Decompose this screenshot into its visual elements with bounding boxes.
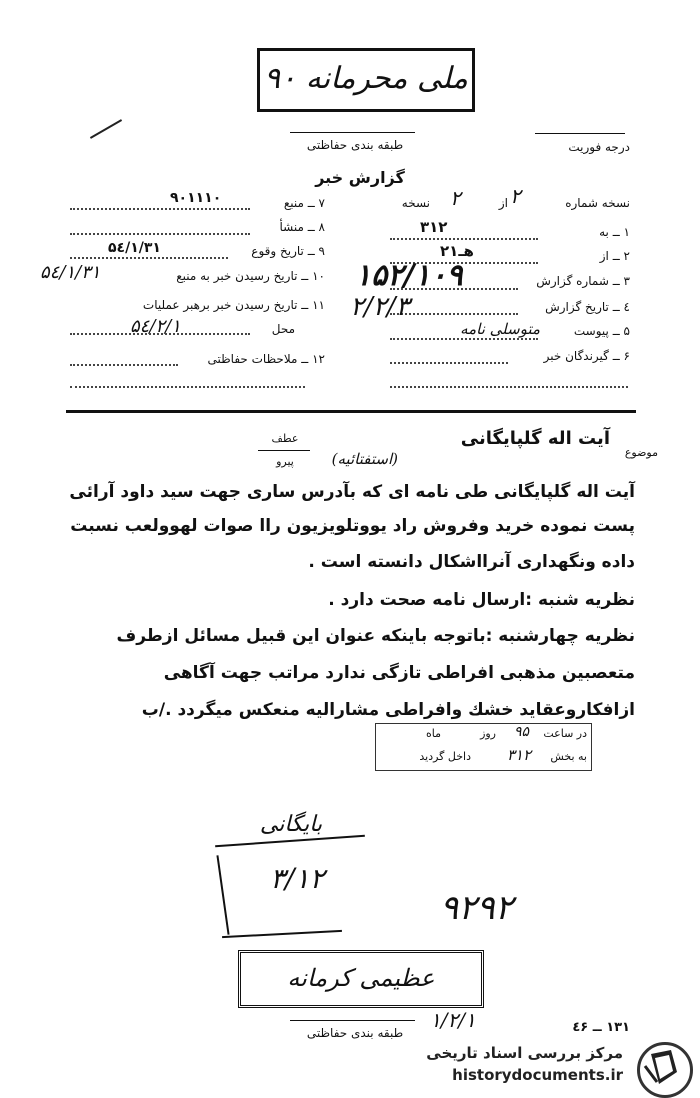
row6-line-2 xyxy=(390,386,628,388)
row1-line xyxy=(390,238,538,240)
divider xyxy=(290,132,415,133)
handwritten-bracket xyxy=(216,855,229,934)
received-line1-month: ماه xyxy=(425,727,441,740)
row3-label: ۳ ــ شماره گزارش xyxy=(536,274,630,288)
atf-label: عطف xyxy=(271,432,299,445)
copy-number-label: نسخه شماره xyxy=(565,196,630,210)
body-line-2: پست نموده خرید وفروش راد یووتلویزیون راا صوات لهوولعب نسبت xyxy=(70,516,635,536)
body-line-3: داده ونگهداری آنرااشکال دانسته است . xyxy=(308,552,635,572)
body-line-6: متعصبین مذهبی افراطی تازگی ندارد مراتب جهت آگاهی xyxy=(163,663,635,683)
received-line1-value: ۹۵ xyxy=(513,724,529,740)
classification-stamp xyxy=(257,48,475,112)
received-line2-prefix: به بخش xyxy=(550,750,587,763)
name-stamp-text: عظیمی کرمانه xyxy=(287,964,435,992)
row8-line xyxy=(70,233,250,235)
row2-value: ۲هـ۱ xyxy=(440,242,474,260)
row4-value: ۲/۲/۳ xyxy=(350,292,410,322)
classification-stamp-text: ملی محرمانه ۹۰ xyxy=(264,61,468,96)
row8-label: ۸ ــ منشأ xyxy=(279,220,325,234)
row12-line xyxy=(70,364,178,366)
footer-divider xyxy=(290,1020,415,1021)
copy-total-value: ۲ xyxy=(450,186,461,210)
form-code: ۱۳۱ ــ ٤۶ xyxy=(572,1020,630,1035)
watermark-title: مرکز بررسی اسناد تاریخی xyxy=(426,1044,623,1062)
row2-label: ۲ ــ از xyxy=(599,249,630,263)
watermark xyxy=(405,1040,695,1096)
row9-value: ۵٤/۱/۳۱ xyxy=(108,240,161,256)
row12-line-2 xyxy=(70,386,305,388)
row1-value: ۳۱۲ xyxy=(420,218,448,236)
copy-number-value: ۲ xyxy=(510,184,521,208)
name-stamp xyxy=(238,950,484,1008)
row10-label: ۱۰ ــ تاریخ رسیدن خبر به منبع xyxy=(176,269,325,283)
handwritten-bracket-bottom xyxy=(222,930,342,938)
copy-word-label: نسخه xyxy=(401,196,430,210)
row5-label: ۵ ــ پیوست xyxy=(573,324,630,338)
received-line2-value: ۳۱۲ xyxy=(506,746,531,764)
row3-value: ۱۵۲/۱۰۹ xyxy=(355,258,463,293)
subject-note: (استفتائیه) xyxy=(331,450,398,468)
received-line1-suffix: روز xyxy=(480,727,496,740)
received-line1-prefix: در ساعت xyxy=(543,727,587,740)
row11-label: ۱۱ ــ تاریخ رسیدن خبر برهبر عملیات xyxy=(142,298,325,312)
row12-label: ۱۲ ــ ملاحظات حفاظتی xyxy=(207,352,325,366)
subject-label: موضوع xyxy=(624,446,658,459)
row11-value: ۵٤/۲/۱ xyxy=(130,316,181,337)
row11-line xyxy=(70,333,250,335)
row5-value: متوسلی نامه xyxy=(460,320,540,338)
row7-label: ۷ ــ منبع xyxy=(283,196,325,210)
place-label: محل xyxy=(271,322,295,336)
row6-line xyxy=(390,362,508,364)
row1-label: ۱ ــ به xyxy=(599,225,630,239)
atf-divider xyxy=(258,450,310,451)
peyro-label: پیرو xyxy=(276,455,294,468)
handwritten-number: ۹۲۹۲ xyxy=(440,888,514,928)
footer-classification-label: طبقه بندی حفاظتی xyxy=(306,1026,404,1040)
body-line-7: ازافکاروعقاید خشك وافراطی مشارالیه منعکس میگردد ./ب xyxy=(141,700,635,720)
handwritten-date: ۱/۲/۱ xyxy=(430,1008,476,1032)
row5-line xyxy=(390,338,538,340)
row9-line xyxy=(70,257,228,259)
pen-mark xyxy=(90,119,122,139)
row7-line xyxy=(70,208,250,210)
row4-label: ٤ ــ تاریخ گزارش xyxy=(545,300,630,314)
watermark-url: historydocuments.ir xyxy=(452,1066,623,1084)
report-title: گزارش خبر xyxy=(315,168,405,187)
body-line-4: نظریه شنبه :ارسال نامه صحت دارد . xyxy=(328,590,635,610)
subject-value: آیت اله گلپایگانی xyxy=(460,428,610,449)
watermark-logo-icon xyxy=(637,1042,693,1098)
row9-label: ۹ ــ تاریخ وقوع xyxy=(251,244,325,258)
row7-value: ۹۰۱۱۱۰ xyxy=(170,190,222,206)
handwritten-note-1: بایگانی xyxy=(259,812,323,837)
row10-value: ۵٤/۱/۳۱ xyxy=(40,262,101,283)
received-line2-suffix: داخل گردید xyxy=(419,750,471,763)
divider xyxy=(535,133,625,134)
body-line-5: نظریه چهارشنبه :باتوجه باینکه عنوان این قبیل مسائل ازطرف xyxy=(116,626,635,646)
body-line-1: آیت اله گلپایگانی طی نامه ای که بآدرس ساری جهت سید داود آرائی xyxy=(69,482,635,502)
classification-label: طبقه بندی حفاظتی xyxy=(306,138,404,152)
section-divider xyxy=(66,410,636,413)
row6-label: ۶ ــ گیرندگان خبر xyxy=(543,349,630,363)
urgency-label: درجه فوریت xyxy=(568,140,630,154)
copy-from-label: از xyxy=(498,196,508,210)
handwritten-note-2: ۳/۱۲ xyxy=(270,862,325,895)
received-stamp xyxy=(375,723,592,771)
